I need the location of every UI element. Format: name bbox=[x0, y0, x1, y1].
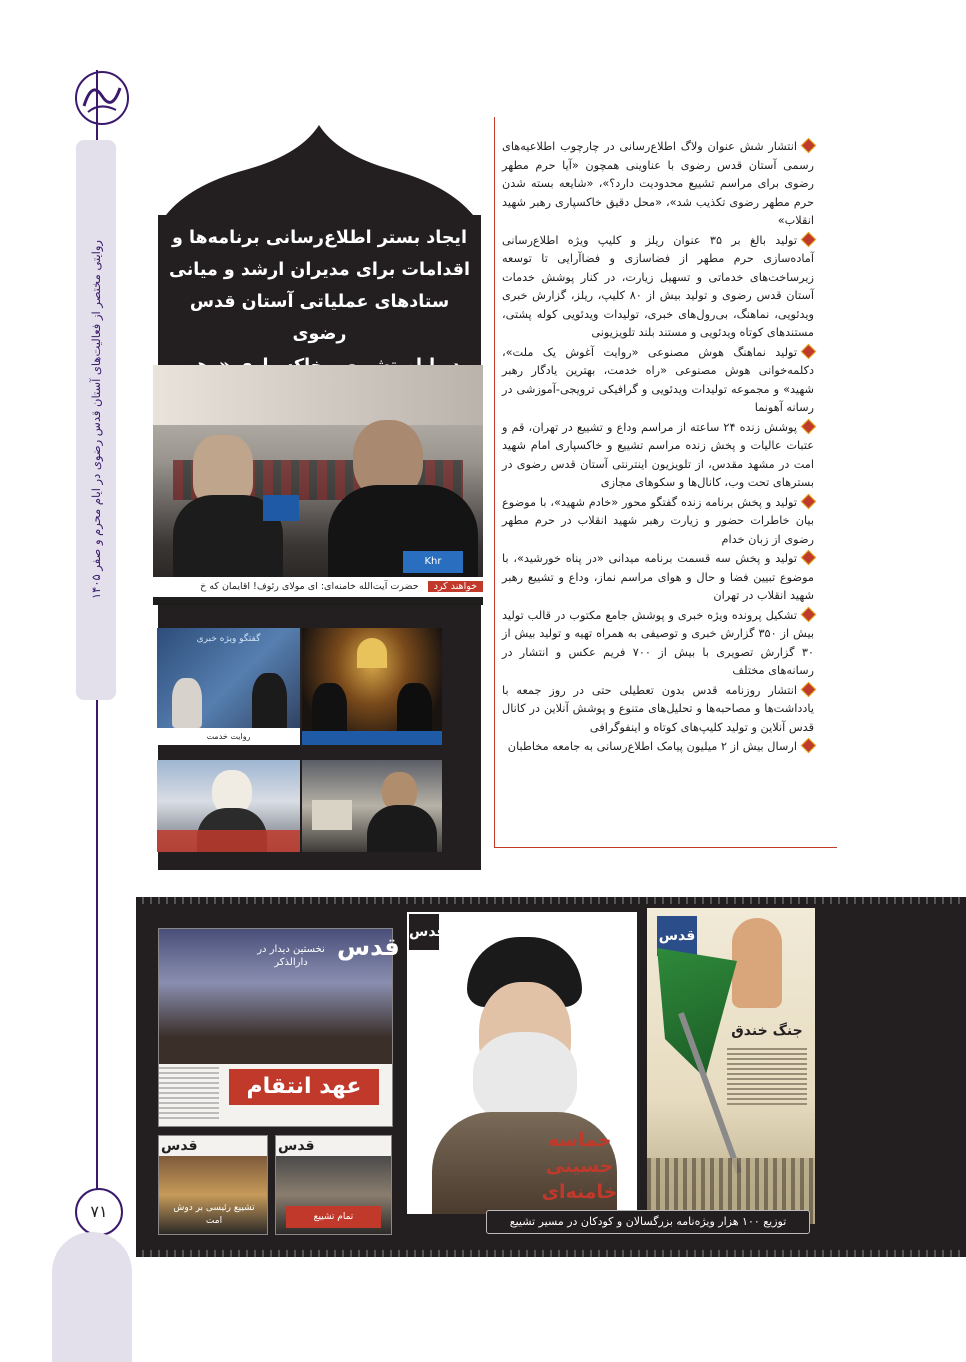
logo-icon bbox=[70, 66, 134, 130]
list-item: پوشش زنده ۲۴ ساعته از مراسم وداع و تشییع در تهران، قم و عتبات عالیات و پخش زنده مراسم تشییع و خاکسپاری امام شهید امت در مشهد مقدس، از تلویزیون اینترنتی آستان قدس رضوی در بسترهای تحت وب، کانال‌ها و سکوهای مجازی bbox=[502, 419, 814, 493]
diamond-bullet-icon bbox=[801, 606, 817, 622]
diamond-bullet-icon bbox=[801, 738, 817, 754]
diamond-bullet-icon bbox=[801, 231, 817, 247]
newspaper-small-1 bbox=[158, 1135, 268, 1235]
list-item: تولید و پخش سه قسمت برنامه میدانی «در پناه خورشید»، با موضوع تبیین فضا و حال و هوای مراسم نماز، وداع و تشییع رهبر شهید انقلاب در تهران bbox=[502, 550, 814, 606]
newspaper-main-headline: عهد انتقام bbox=[229, 1069, 379, 1105]
newspaper-main bbox=[158, 928, 400, 1127]
list-item: انتشار شش عنوان ولاگ اطلاع‌رسانی در چارچوب اطلاعیه‌های رسمی آستان قدس رضوی با عناوینی همچون «آیا حرم مطهر رضوی برای مراسم تشییع محدودیت دارد؟»، «شایعه بسته شدن حرم مطهر رضوی تکذیب شد»، «محل دقیق خاکسپاری رهبر شهید انقلاب» bbox=[502, 138, 814, 231]
headline-line: اقدامات برای مدیران ارشد و میانی bbox=[169, 260, 470, 280]
newspaper-small-masthead: قدس bbox=[161, 1138, 198, 1154]
band-stripes-bottom bbox=[136, 1250, 966, 1257]
battle-poster-masthead: قدس bbox=[657, 916, 697, 956]
article-headline bbox=[168, 222, 471, 352]
sidebar-vertical-text: روایتی مختصر از فعالیت‌های آستان قدس رضوی در ایام محرم و صفر ۱۴۰۵ bbox=[89, 240, 103, 600]
studio-photo-2 bbox=[302, 628, 442, 745]
battle-poster-title: جنگ خندق bbox=[731, 1023, 803, 1039]
newspaper-masthead: قدس bbox=[337, 933, 400, 961]
newspaper-small-2 bbox=[275, 1135, 392, 1235]
diamond-bullet-icon bbox=[801, 343, 817, 359]
frame-top-line bbox=[494, 117, 836, 118]
newspaper-small-headline-1: تشییع رئیسی بر دوش امت bbox=[173, 1203, 255, 1226]
list-item: تولید نماهنگ هوش مصنوعی «روایت آغوش یک ملت»، دکلمه‌خوانی هوش مصنوعی «راه خدمت، بهترین یادگار رهبر شهید» و مجموعه تولیدات ویدئویی و گرافیکی ترویجی-آموزشی در رسانه آهونما bbox=[502, 344, 814, 418]
ticker-right: خواهند کرد bbox=[428, 581, 483, 592]
band-stripes-top bbox=[136, 897, 966, 904]
studio-photo-3 bbox=[157, 760, 300, 852]
diamond-bullet-icon bbox=[801, 550, 817, 566]
headline-line: ستادهای عملیاتی آستان قدس رضوی bbox=[189, 292, 450, 344]
list-item: انتشار روزنامه قدس بدون تعطیلی حتی در روز جمعه با یادداشت‌ها و مصاحبه‌ها و تحلیل‌های متنوع و پوشش آنلاین در کانال قدس آنلاین و تولید کلیپ‌های کوتاه و اینفوگرافی bbox=[502, 682, 814, 738]
newspaper-top-headline: نخستین دیدار در دارالذکر bbox=[257, 944, 325, 968]
studio-photo-1 bbox=[157, 628, 300, 745]
diamond-bullet-icon bbox=[801, 681, 817, 697]
arch-ornament bbox=[158, 125, 481, 215]
diamond-bullet-icon bbox=[801, 138, 817, 154]
list-item: تشکیل پرونده ویژه خبری و پوشش جامع مکتوب در قالب تولید بیش از ۳۵۰ گزارش خبری و توصیفی به همراه تهیه و تولید بیش از ۳۰ گزارش تصویری با بیش از ۷۰۰ فریم عکس و انتشار در رسانه‌های مختلف bbox=[502, 607, 814, 681]
list-item: تولید بالغ بر ۳۵ عنوان ریلز و کلیپ ویژه اطلاع‌رسانی آماده‌سازی حرم مطهر از فضاسازی و فضاآرایی تا توسعه زیرساخت‌های خدماتی و تسهیل زیارت، در کنار پوشش خدمات آستان قدس رضوی و تولید بیش از ۸۰ کلیپ، ریلز، گزارش خبری ویدئویی، نماهنگ، بی‌رول‌های خبری، تولیدات ویدئویی کوله پشتی، مستندهای کوتاه ویدئویی و مستند بلند تلویزیونی bbox=[502, 232, 814, 343]
headline-line: ایجاد بستر اطلاع‌رسانی برنامه‌ها و bbox=[172, 228, 467, 248]
battle-poster bbox=[647, 908, 815, 1224]
diamond-bullet-icon bbox=[801, 493, 817, 509]
poster-masthead: قدس bbox=[409, 914, 439, 950]
studio-lower-third: روایت خدمت bbox=[157, 728, 300, 745]
news-ticker bbox=[153, 577, 483, 597]
newspaper-small-headline-2: تمام تشییع bbox=[286, 1206, 381, 1228]
list-item: ارسال بیش از ۲ میلیون پیامک اطلاع‌رسانی به جامعه مخاطبان bbox=[502, 738, 814, 757]
page-number: ۷۱ bbox=[75, 1188, 123, 1236]
bottom-tab bbox=[52, 1232, 132, 1362]
list-item: تولید و پخش برنامه زنده گفتگو محور «خادم شهید»، با موضوع بیان خاطرات حضور و زیارت رهبر شهید انقلاب در حرم مطهر رضوی از زبان خدام bbox=[502, 494, 814, 550]
tv-interview-photo bbox=[153, 365, 483, 605]
studio-photo-4 bbox=[302, 760, 442, 852]
portrait-poster bbox=[407, 912, 637, 1214]
channel-tag: Khr bbox=[403, 551, 463, 573]
ticker-text: حضرت آیت‌الله خامنه‌ای: ای مولای رئوف! اقایمان که خ bbox=[200, 581, 419, 592]
newspaper-small-masthead: قدس bbox=[278, 1138, 315, 1154]
bullet-list bbox=[502, 138, 814, 838]
poster-caption: توزیع ۱۰۰ هزار ویژه‌نامه بزرگسالان و کودکان در مسیر تشییع bbox=[486, 1210, 810, 1234]
portrait-poster-text: حماسه حسینی خامنه‌ای bbox=[541, 1129, 618, 1203]
studio-caption: گفتگو ویژه خبری bbox=[196, 634, 261, 644]
diamond-bullet-icon bbox=[801, 418, 817, 434]
